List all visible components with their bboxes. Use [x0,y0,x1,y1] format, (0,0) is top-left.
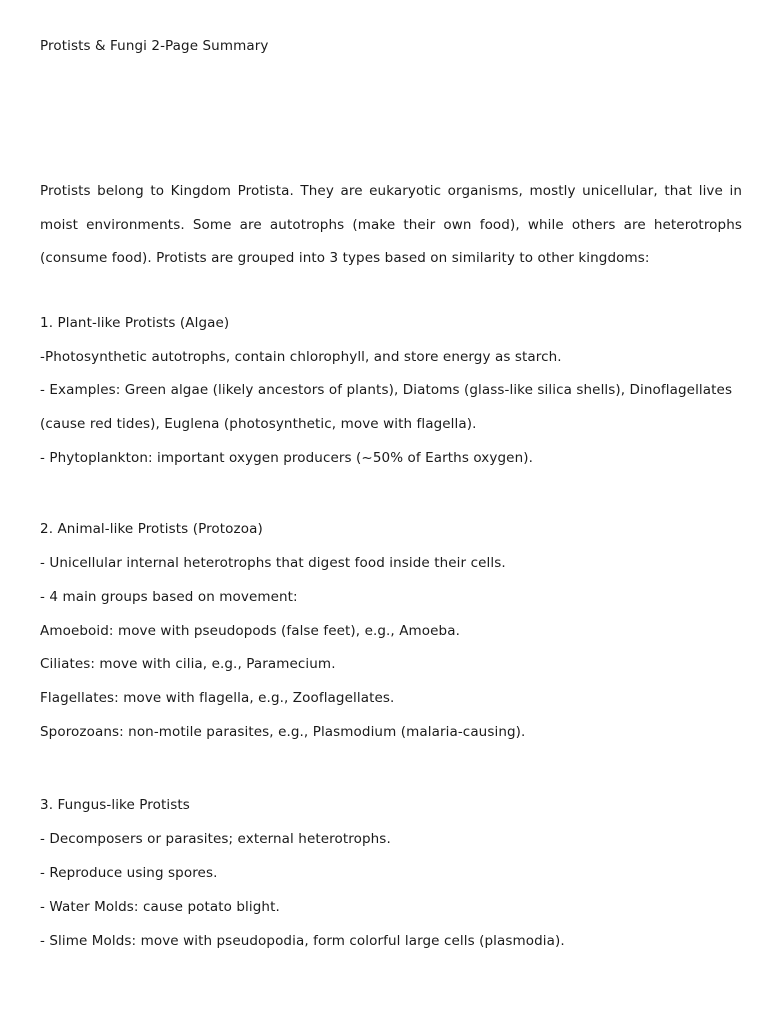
animal-like-groups-text: - 4 main groups based on movement: [40,589,298,605]
fungus-like-spores-text: - Reproduce using spores. [40,865,218,881]
fungus-like-water-molds-text: - Water Molds: cause potato blight. [40,899,280,915]
page-title: Protists & Fungi 2-Page Summary [40,38,269,54]
fungus-like-decomposers-text: - Decomposers or parasites; external heterotrophs. [40,831,391,847]
fungus-like-slime-molds-text: - Slime Molds: move with pseudopodia, form colorful large cells (plasmodia). [40,933,565,949]
intro-paragraph: Protists belong to Kingdom Protista. They are eukaryotic organisms, mostly unicellular, that live in moist environments. Some are autotrophs (make their own food), while others are heterotrophs (consume food). Protists are grouped into 3 types based on similarity to other kingdoms: [40,183,742,266]
animal-like-sporozoans-text: Sporozoans: non-motile parasites, e.g., Plasmodium (malaria-causing). [40,724,526,740]
section-heading-plant-like: 1. Plant-like Protists (Algae) [40,315,230,331]
plant-like-phytoplankton-text: - Phytoplankton: important oxygen producers (~50% of Earths oxygen). [40,450,533,466]
animal-like-unicellular-text: - Unicellular internal heterotrophs that digest food inside their cells. [40,555,506,571]
section-heading-fungus-like: 3. Fungus-like Protists [40,797,190,813]
animal-like-ciliates-text: Ciliates: move with cilia, e.g., Paramecium. [40,656,336,672]
plant-like-examples-text: - Examples: Green algae (likely ancestors of plants), Diatoms (glass-like silica shells), Dinoflagellates (cause red tides), Euglena (photosynthetic, move with flagella). [40,382,733,432]
plant-like-photosynthetic-text: -Photosynthetic autotrophs, contain chlorophyll, and store energy as starch. [40,349,562,365]
animal-like-amoeboid-text: Amoeboid: move with pseudopods (false feet), e.g., Amoeba. [40,623,460,639]
section-heading-animal-like: 2. Animal-like Protists (Protozoa) [40,521,263,537]
animal-like-flagellates-text: Flagellates: move with flagella, e.g., Zooflagellates. [40,690,395,706]
